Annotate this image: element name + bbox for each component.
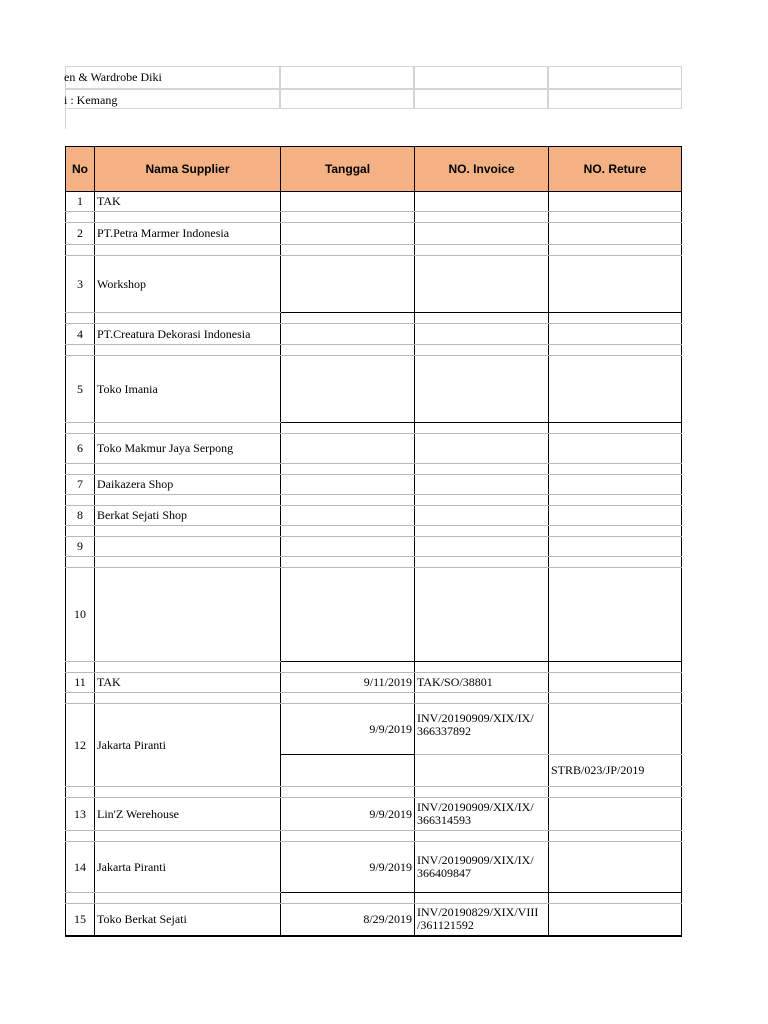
row-invoice: INV/20190909/XIX/IX/ 366314593 xyxy=(415,798,549,831)
column-header-date: Tanggal xyxy=(281,147,415,192)
row-no: 8 xyxy=(66,506,95,526)
spacer-row xyxy=(66,893,682,904)
column-header-supplier: Nama Supplier xyxy=(95,147,281,192)
spacer-row xyxy=(66,787,682,798)
row-no: 5 xyxy=(66,356,95,423)
table-row xyxy=(66,568,682,662)
row-reture: STRB/023/JP/2019 xyxy=(549,755,682,787)
spacer-row xyxy=(66,662,682,673)
row-supplier: Berkat Sejati Shop xyxy=(95,506,281,526)
row-no: 6 xyxy=(66,434,95,464)
spacer-row xyxy=(66,313,682,324)
table-row xyxy=(66,192,682,212)
spacer-row xyxy=(66,831,682,842)
spacer-row xyxy=(66,245,682,256)
spacer-row xyxy=(66,345,682,356)
row-supplier: Toko Imania xyxy=(95,356,281,423)
header-cell xyxy=(414,66,548,89)
row-invoice: INV/20190829/XIX/VIII /361121592 xyxy=(415,904,549,936)
header-cell xyxy=(548,66,682,89)
row-invoice: INV/20190909/XIX/IX/ 366337892 xyxy=(415,704,549,755)
header-cell xyxy=(280,66,414,89)
row-no: 15 xyxy=(66,904,95,936)
table-row xyxy=(66,434,682,464)
table-header-row xyxy=(66,147,682,192)
row-date: 9/9/2019 xyxy=(281,704,415,755)
row-no: 13 xyxy=(66,798,95,831)
header-cell xyxy=(548,89,682,109)
table-row xyxy=(66,904,682,936)
row-reture xyxy=(549,192,682,212)
table-row xyxy=(66,673,682,693)
spacer-row xyxy=(66,526,682,537)
header-cell xyxy=(414,89,548,109)
table-row xyxy=(66,223,682,245)
table-row xyxy=(66,475,682,495)
column-header-invoice: NO. Invoice xyxy=(415,147,549,192)
row-date xyxy=(281,192,415,212)
table-row xyxy=(66,704,682,755)
row-date: 9/9/2019 xyxy=(281,842,415,893)
row-reture xyxy=(549,673,682,693)
table-row xyxy=(66,798,682,831)
divider xyxy=(65,109,66,129)
row-supplier: Jakarta Piranti xyxy=(95,704,281,787)
row-supplier: PT.Petra Marmer Indonesia xyxy=(95,223,281,245)
row-no: 7 xyxy=(66,475,95,495)
column-header-reture: NO. Reture xyxy=(549,147,682,192)
row-supplier: TAK xyxy=(95,192,281,212)
row-supplier: Lin'Z Werehouse xyxy=(95,798,281,831)
row-date: 9/9/2019 xyxy=(281,798,415,831)
row-supplier: Toko Berkat Sejati xyxy=(95,904,281,936)
spacer-row xyxy=(66,495,682,506)
row-invoice: TAK/SO/38801 xyxy=(415,673,549,693)
row-no: 12 xyxy=(66,704,95,787)
row-no: 10 xyxy=(66,568,95,662)
row-invoice xyxy=(415,192,549,212)
row-no: 1 xyxy=(66,192,95,212)
column-header-no: No xyxy=(66,147,95,192)
row-supplier xyxy=(95,537,281,557)
table-row xyxy=(66,537,682,557)
row-supplier: Toko Makmur Jaya Serpong xyxy=(95,434,281,464)
project-title: en & Wardrobe Diki xyxy=(64,70,162,84)
row-date: 8/29/2019 xyxy=(281,904,415,936)
row-supplier: Jakarta Piranti xyxy=(95,842,281,893)
row-invoice: INV/20190909/XIX/IX/ 366409847 xyxy=(415,842,549,893)
table-row xyxy=(66,256,682,313)
spacer-row xyxy=(66,423,682,434)
row-supplier xyxy=(95,568,281,662)
table-row xyxy=(66,324,682,345)
row-supplier: Workshop xyxy=(95,256,281,313)
spacer-row xyxy=(66,212,682,223)
header-cell xyxy=(280,89,414,109)
spacer-row xyxy=(66,557,682,568)
row-no: 2 xyxy=(66,223,95,245)
row-supplier: Daikazera Shop xyxy=(95,475,281,495)
row-supplier: PT.Creatura Dekorasi Indonesia xyxy=(95,324,281,345)
row-no: 3 xyxy=(66,256,95,313)
row-no: 9 xyxy=(66,537,95,557)
location-label: i : Kemang xyxy=(64,93,118,107)
row-no: 14 xyxy=(66,842,95,893)
row-no: 4 xyxy=(66,324,95,345)
spacer-row xyxy=(66,464,682,475)
row-date: 9/11/2019 xyxy=(281,673,415,693)
row-no: 11 xyxy=(66,673,95,693)
table-row xyxy=(66,842,682,893)
spacer-row xyxy=(66,693,682,704)
row-supplier: TAK xyxy=(95,673,281,693)
table-row xyxy=(66,356,682,423)
supplier-table xyxy=(65,146,682,937)
table-row xyxy=(66,506,682,526)
